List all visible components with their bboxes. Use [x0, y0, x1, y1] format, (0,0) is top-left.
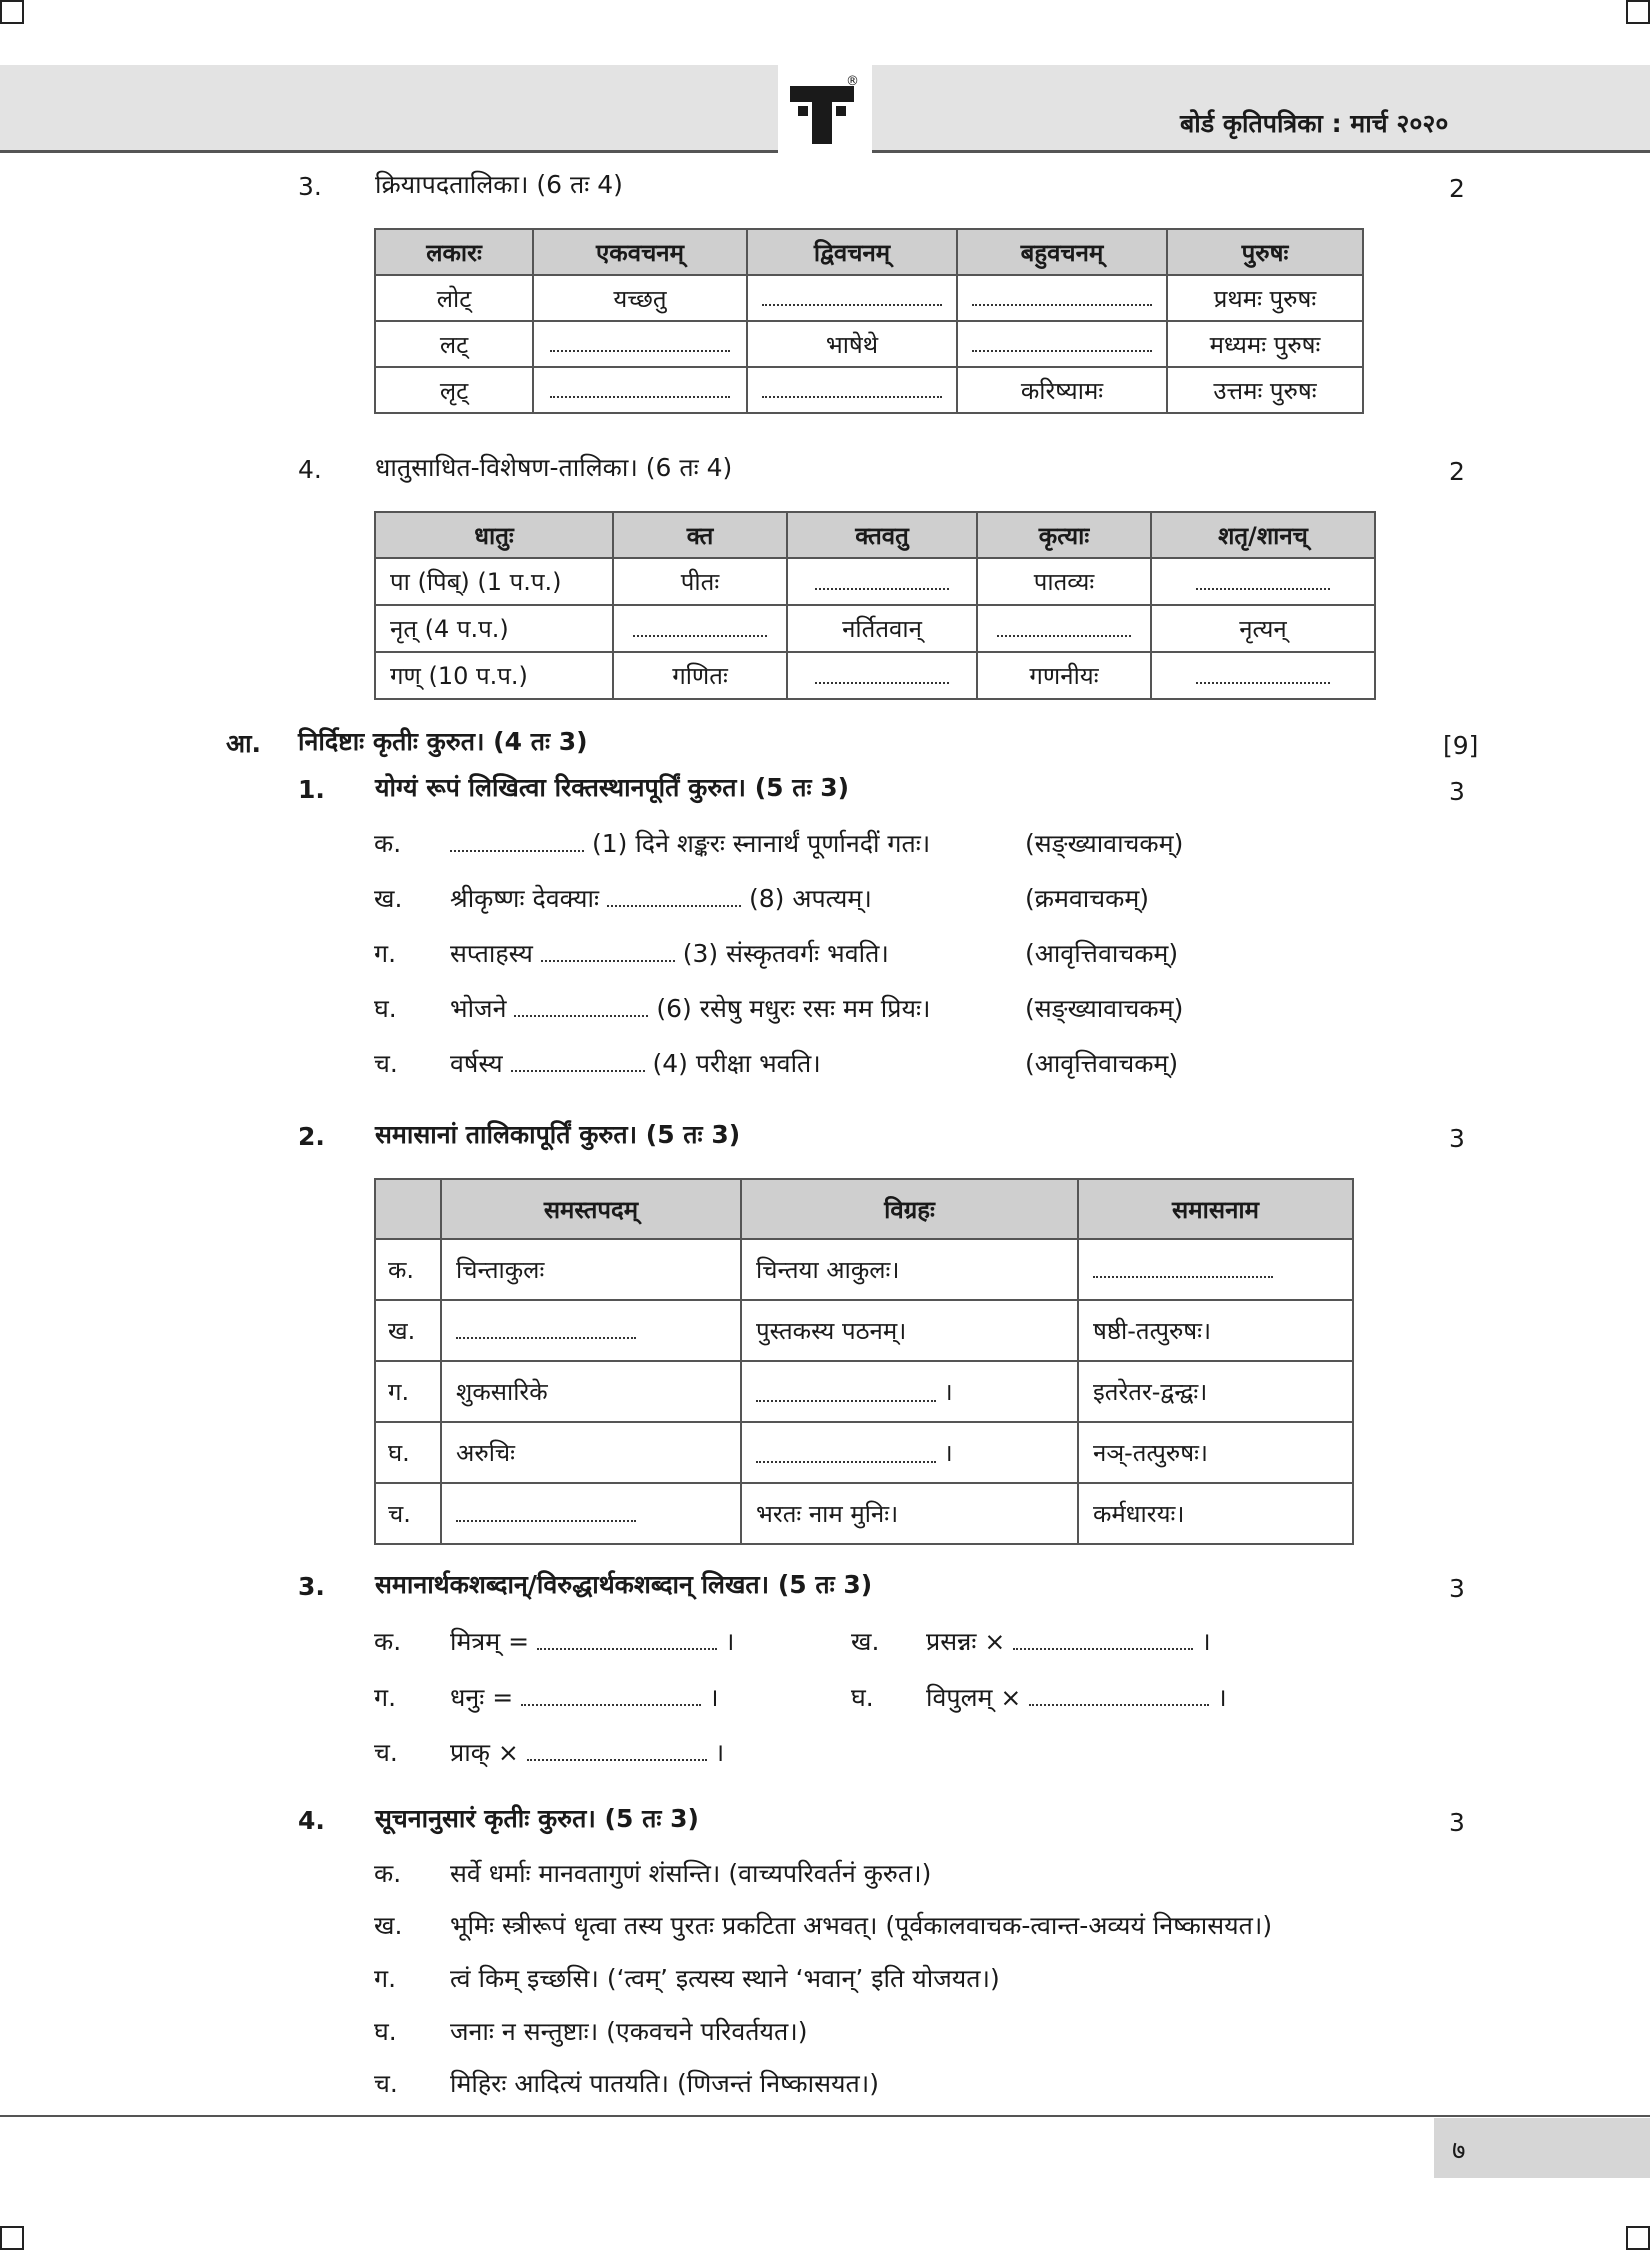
crop-mark-top-left: [0, 0, 24, 24]
table-cell: गण् (10 प.प.): [375, 652, 613, 699]
blank-cell: [957, 321, 1167, 367]
crop-mark-bottom-right: [1626, 2226, 1650, 2250]
table-cell: पातव्यः: [977, 558, 1151, 605]
q3b-item-label: च.: [374, 1738, 398, 1767]
table-cell: नृत्यन्: [1151, 605, 1375, 652]
table-cell: लट्: [375, 321, 533, 367]
q1-item-label: च.: [374, 1049, 398, 1078]
crop-mark-bottom-left: [0, 2226, 24, 2250]
table-cell: पुस्तकस्य पठनम्।: [741, 1300, 1078, 1361]
q3b-item: [450, 1685, 719, 1710]
q4a-title: धातुसाधित-विशेषण-तालिका। (6 तः 4): [375, 453, 733, 482]
section-aa-marks: [9]: [1443, 731, 1479, 760]
q4b-item-label: च.: [374, 2069, 398, 2098]
publisher-logo-icon: [788, 84, 856, 146]
verb-header-purusha: पुरुषः: [1167, 229, 1363, 275]
section-aa-title: निर्दिष्टाः कृतीः कुरुत। (4 तः 3): [298, 727, 588, 756]
row-label: ख.: [375, 1300, 441, 1361]
table-cell: उत्तमः पुरुषः: [1167, 367, 1363, 413]
q1-item-hint: (सङ्ख्यावाचकम्): [1025, 994, 1184, 1023]
q1-item-text: (6) रसेषु मधुरः रसः मम प्रियः।: [656, 994, 931, 1023]
q3b-marks: 3: [1449, 1574, 1465, 1603]
danda: ।: [709, 1683, 719, 1712]
table-cell: प्रथमः पुरुषः: [1167, 275, 1363, 321]
crop-mark-top-right: [1626, 0, 1650, 24]
blank-cell: [441, 1483, 741, 1544]
blank-cell: [747, 367, 957, 413]
table-cell: गणनीयः: [977, 652, 1151, 699]
q1-item-text: (3) संस्कृतवर्गः भवति।: [682, 939, 889, 968]
q1-item-hint: (सङ्ख्यावाचकम्): [1025, 829, 1184, 858]
table-cell: चिन्ताकुलः: [441, 1239, 741, 1300]
q4b-item-label: घ.: [374, 2017, 397, 2046]
table-cell: मध्यमः पुरुषः: [1167, 321, 1363, 367]
q4b-marks: 3: [1449, 1808, 1465, 1837]
table-cell: भाषेथे: [747, 321, 957, 367]
blank-cell: [441, 1300, 741, 1361]
participle-header-kta: क्त: [613, 512, 787, 558]
header-band-left: [0, 65, 778, 150]
blank-cell: [787, 558, 977, 605]
q4b-item-text: त्वं किम् इच्छसि। (‘त्वम्’ इत्यस्य स्थाने ‘भवान्’ इति योजयत।): [450, 1964, 1000, 1993]
q3b-item: [926, 1629, 1211, 1654]
q3a-marks: 2: [1449, 174, 1465, 203]
q4b-item-label: क.: [374, 1859, 402, 1888]
blank-cell: [747, 275, 957, 321]
q3b-item: [926, 1685, 1227, 1710]
q1-item-line: [450, 941, 889, 966]
compound-table: [374, 1178, 1354, 1545]
header-rule-right: [872, 150, 1650, 153]
q4b-item-text: मिहिरः आदित्यं पातयति। (णिजन्तं निष्कासयत।): [450, 2069, 879, 2098]
q1-item-label: ग.: [374, 939, 397, 968]
q4b-title: सूचनानुसारं कृतीः कुरुत। (5 तः 3): [375, 1804, 699, 1833]
q1-item-pre: सप्ताहस्य: [450, 939, 533, 968]
q1-item-label: क.: [374, 829, 402, 858]
danda: ।: [943, 1439, 953, 1467]
table-cell: कर्मधारयः।: [1078, 1483, 1353, 1544]
verb-header-dvivachana: द्विवचनम्: [747, 229, 957, 275]
q1-marks: 3: [1449, 777, 1465, 806]
q4b-item-label: ग.: [374, 1964, 397, 1993]
q1-item-label: ख.: [374, 884, 403, 913]
q3b-item-word: विपुलम् ×: [926, 1683, 1022, 1712]
q3b-item-word: धनुः =: [450, 1683, 514, 1712]
q3b-item-label: ख.: [851, 1627, 880, 1656]
q4b-number: 4.: [298, 1806, 325, 1835]
participle-table: [374, 511, 1376, 700]
q2-marks: 3: [1449, 1124, 1465, 1153]
danda: ।: [1201, 1627, 1211, 1656]
table-cell: करिष्यामः: [957, 367, 1167, 413]
q1-item-pre: भोजने: [450, 994, 507, 1023]
blank-cell: [1078, 1239, 1353, 1300]
table-cell: शुकसारिके: [441, 1361, 741, 1422]
q3b-title: समानार्थकशब्दान्/विरुद्धार्थकशब्दान् लिखत। (5 तः 3): [375, 1570, 873, 1599]
table-cell: पा (पिब्) (1 प.प.): [375, 558, 613, 605]
q2-number: 2.: [298, 1122, 325, 1151]
table-cell: नञ्-तत्पुरुषः।: [1078, 1422, 1353, 1483]
table-cell: पीतः: [613, 558, 787, 605]
row-label: ग.: [375, 1361, 441, 1422]
blank-cell: [977, 605, 1151, 652]
q1-item-pre: श्रीकृष्णः देवक्याः: [450, 884, 600, 913]
blank-cell: [533, 321, 747, 367]
table-cell: गणितः: [613, 652, 787, 699]
q1-item-hint: (आवृत्तिवाचकम्): [1025, 939, 1179, 968]
verb-header-lakara: लकारः: [375, 229, 533, 275]
table-cell: अरुचिः: [441, 1422, 741, 1483]
q3b-item: [450, 1629, 734, 1654]
q3b-item-word: प्राक् ×: [450, 1738, 519, 1767]
q3b-number: 3.: [298, 1572, 325, 1601]
table-cell: नर्तितवान्: [787, 605, 977, 652]
table-cell: इतरेतर-द्वन्द्वः।: [1078, 1361, 1353, 1422]
q4b-item-label: ख.: [374, 1911, 403, 1940]
verb-header-ekavachana: एकवचनम्: [533, 229, 747, 275]
blank-cell: [741, 1361, 1078, 1422]
q3b-item-label: ग.: [374, 1683, 397, 1712]
q1-item-hint: (क्रमवाचकम्): [1025, 884, 1150, 913]
table-cell: नृत् (4 प.प.): [375, 605, 613, 652]
danda: ।: [714, 1738, 725, 1767]
table-cell: लृट्: [375, 367, 533, 413]
blank-cell: [957, 275, 1167, 321]
q1-item-pre: वर्षस्य: [450, 1049, 503, 1078]
q1-item-line: [450, 996, 931, 1021]
blank-cell: [787, 652, 977, 699]
danda: ।: [1217, 1683, 1227, 1712]
q4a-marks: 2: [1449, 457, 1465, 486]
blank-cell: [613, 605, 787, 652]
q3a-title: क्रियापदतालिका। (6 तः 4): [375, 170, 623, 199]
verb-header-bahuvachana: बहुवचनम्: [957, 229, 1167, 275]
q3b-item-word: प्रसन्नः ×: [926, 1627, 1006, 1656]
compound-header-vigraha: विग्रहः: [741, 1179, 1078, 1239]
q1-item-label: घ.: [374, 994, 397, 1023]
table-cell: चिन्तया आकुलः।: [741, 1239, 1078, 1300]
blank-cell: [1151, 652, 1375, 699]
q1-item-text: (4) परीक्षा भवति।: [652, 1049, 821, 1078]
q1-item-line: [450, 1051, 821, 1076]
danda: ।: [943, 1378, 953, 1406]
participle-header-dhatu: धातुः: [375, 512, 613, 558]
table-cell: षष्ठी-तत्पुरुषः।: [1078, 1300, 1353, 1361]
blank-cell: [741, 1422, 1078, 1483]
q1-item-line: [450, 831, 930, 856]
blank-cell: [533, 367, 747, 413]
compound-header-samastapada: समस्तपदम्: [441, 1179, 741, 1239]
q1-item-text: (8) अपत्यम्।: [748, 884, 872, 913]
compound-header-blank: [375, 1179, 441, 1239]
blank-cell: [1151, 558, 1375, 605]
q3a-number: 3.: [298, 172, 322, 201]
participle-header-shatr: शतृ/शानच्: [1151, 512, 1375, 558]
q3b-item-word: मित्रम् =: [450, 1627, 530, 1656]
danda: ।: [724, 1627, 735, 1656]
row-label: च.: [375, 1483, 441, 1544]
section-aa-label: आ.: [226, 729, 262, 758]
participle-header-krtya: कृत्याः: [977, 512, 1151, 558]
q4b-item-text: जनाः न सन्तुष्टाः। (एकवचने परिवर्तयत।): [450, 2017, 808, 2046]
q1-title: योग्यं रूपं लिखित्वा रिक्तस्थानपूर्तिं कुरुत। (5 तः 3): [375, 773, 850, 802]
page-number-box: [1434, 2118, 1650, 2178]
q1-number: 1.: [298, 775, 325, 804]
q1-item-hint: (आवृत्तिवाचकम्): [1025, 1049, 1179, 1078]
q1-item-line: [450, 886, 872, 911]
q4b-item-text: सर्वे धर्माः मानवतागुणं शंसन्ति। (वाच्यपरिवर्तनं कुरुत।): [450, 1859, 932, 1888]
q2-title: समासानां तालिकापूर्तिं कुरुत। (5 तः 3): [375, 1120, 741, 1149]
compound-header-samasanama: समासनाम: [1078, 1179, 1353, 1239]
page-number: ७: [1452, 2136, 1466, 2166]
registered-mark: ®: [846, 74, 859, 89]
row-label: क.: [375, 1239, 441, 1300]
header-title: बोर्ड कृतिपत्रिका : मार्च २०२०: [1180, 109, 1449, 138]
q3b-item-label: क.: [374, 1627, 402, 1656]
table-cell: लोट्: [375, 275, 533, 321]
verb-table: [374, 228, 1364, 414]
q3b-item: [450, 1740, 724, 1765]
q4a-number: 4.: [298, 455, 322, 484]
q4b-item-text: भूमिः स्त्रीरूपं धृत्वा तस्य पुरतः प्रकटिता अभवत्। (पूर्वकालवाचक-त्वान्त-अव्ययं निष्कासयत।): [450, 1911, 1273, 1940]
footer-rule: [0, 2115, 1650, 2117]
table-cell: यच्छतु: [533, 275, 747, 321]
header-rule-left: [0, 150, 778, 153]
table-cell: भरतः नाम मुनिः।: [741, 1483, 1078, 1544]
q3b-item-label: घ.: [851, 1683, 874, 1712]
participle-header-ktavatu: क्तवतु: [787, 512, 977, 558]
q1-item-text: (1) दिने शङ्करः स्नानार्थं पूर्णानदीं गतः।: [591, 829, 931, 858]
row-label: घ.: [375, 1422, 441, 1483]
